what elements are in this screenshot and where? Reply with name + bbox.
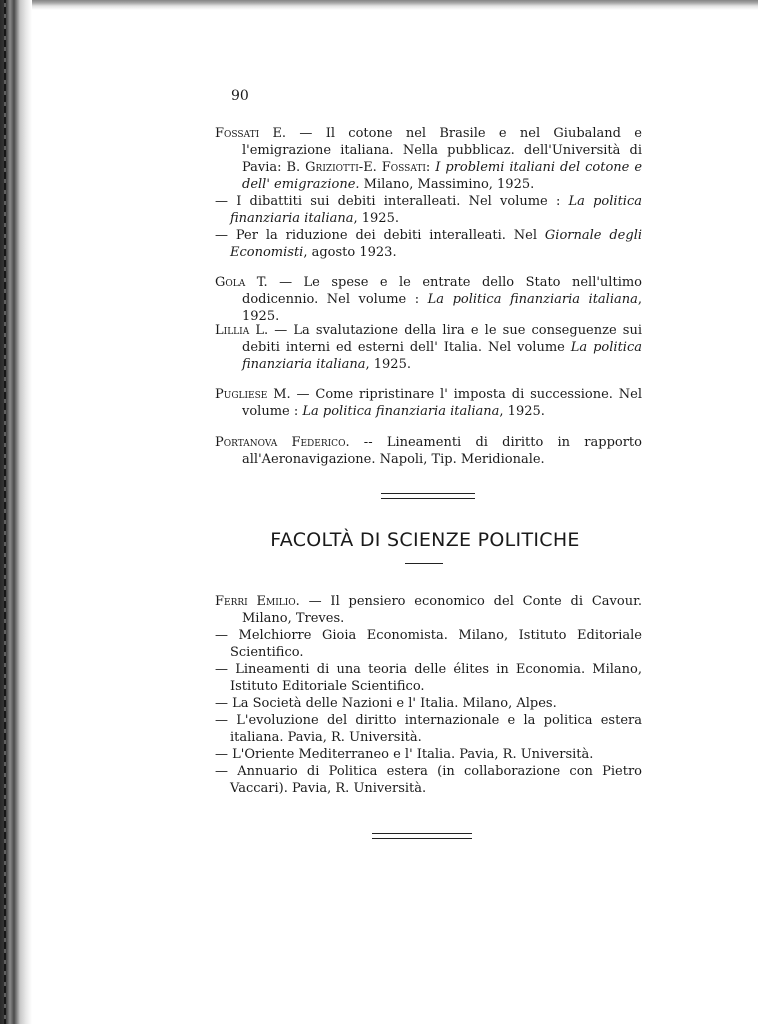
section-heading: FACOLTÀ DI SCIENZE POLITICHE: [270, 529, 580, 551]
sub-entry: — Per la riduzione dei debiti interalleati. Nel Giornale degli Economisti, agosto 1923.: [215, 228, 643, 260]
end-divider: [372, 833, 472, 839]
sub-entry: — L'Oriente Mediterraneo e l' Italia. Pavia, R. Università.: [215, 747, 594, 762]
entry-author: Portanova Federico.: [215, 435, 350, 450]
entry-ferri: Ferri Emilio. — Il pensiero economico del Conte di Cavour. Milano, Treves. — Melchiorre Gioia Economista. Milano, Istituto Editoriale Scientifico. — Lineamenti di una teoria delle élites in Economia. Milano, Istituto Editoriale Scientifico. — La Società delle Nazioni e l' Italia. Milano, Alpes. — L'evoluzione del diritto internazionale e la politica estera italiana. Pavia, R. Università. — L'Oriente Mediterraneo e l' Italia. Pavia, R. Università. — Annuario di Politica estera (in collaborazione con Pietro Vaccari). Pavia, R. Università.: [215, 594, 642, 796]
section-divider: [381, 493, 475, 499]
entry-author: Pugliese M.: [215, 387, 291, 402]
entry-author: Fossati E.: [215, 126, 287, 141]
entry-author: Ferri Emilio.: [215, 594, 300, 609]
entry-fossati: Fossati E. — Il cotone nel Brasile e nel Giubaland e l'emigrazione italiana. Nella pubblicaz. dell'Università di Pavia: B. Griziotti-E. Fossati: I problemi italiani del cotone e dell' emigrazione. Milano, Massimino, 1925. — I dibattiti sui debiti interalleati. Nel volume : La politica finanziaria italiana, 1925. — Per la riduzione dei debiti interalleati. Nel Giornale degli Economisti, agosto 1923.: [215, 126, 643, 260]
sub-entry: — La Società delle Nazioni e l' Italia. Milano, Alpes.: [215, 696, 557, 711]
sub-entry: — I dibattiti sui debiti interalleati. Nel volume : La politica finanziaria italiana, 1925.: [215, 194, 642, 226]
entry-author: Lillia L.: [215, 323, 269, 338]
sub-entry: — Lineamenti di una teoria delle élites in Economia. Milano, Istituto Editoriale Scientifico.: [215, 662, 642, 694]
entry-author: Gola T.: [215, 275, 268, 290]
heading-underline: [405, 563, 443, 564]
book-binding-edge: [0, 0, 32, 1024]
sub-entry: — Melchiorre Gioia Economista. Milano, Istituto Editoriale Scientifico.: [215, 628, 642, 660]
sub-entry: — Annuario di Politica estera (in collaborazione con Pietro Vaccari). Pavia, R. Università.: [215, 764, 642, 796]
page-top-edge: [32, 0, 758, 10]
entry-portanova: Portanova Federico. -- Lineamenti di diritto in rapporto all'Aeronavigazione. Napoli, Tip. Meridionale.: [215, 435, 642, 467]
page-number: 90: [231, 88, 249, 104]
entry-lillia: Lillia L. — La svalutazione della lira e le sue conseguenze sui debiti interni ed esterni dell' Italia. Nel volume La politica finanziaria italiana, 1925.: [215, 323, 643, 372]
entry-gola: Gola T. — Le spese e le entrate dello Stato nell'ultimo dodicennio. Nel volume : La politica finanziaria italiana, 1925.: [215, 275, 642, 324]
entry-pugliese: Pugliese M. — Come ripristinare l' imposta di successione. Nel volume : La politica finanziaria italiana, 1925.: [215, 387, 643, 419]
sub-entry: — L'evoluzione del diritto internazionale e la politica estera italiana. Pavia, R. Università.: [215, 713, 642, 745]
